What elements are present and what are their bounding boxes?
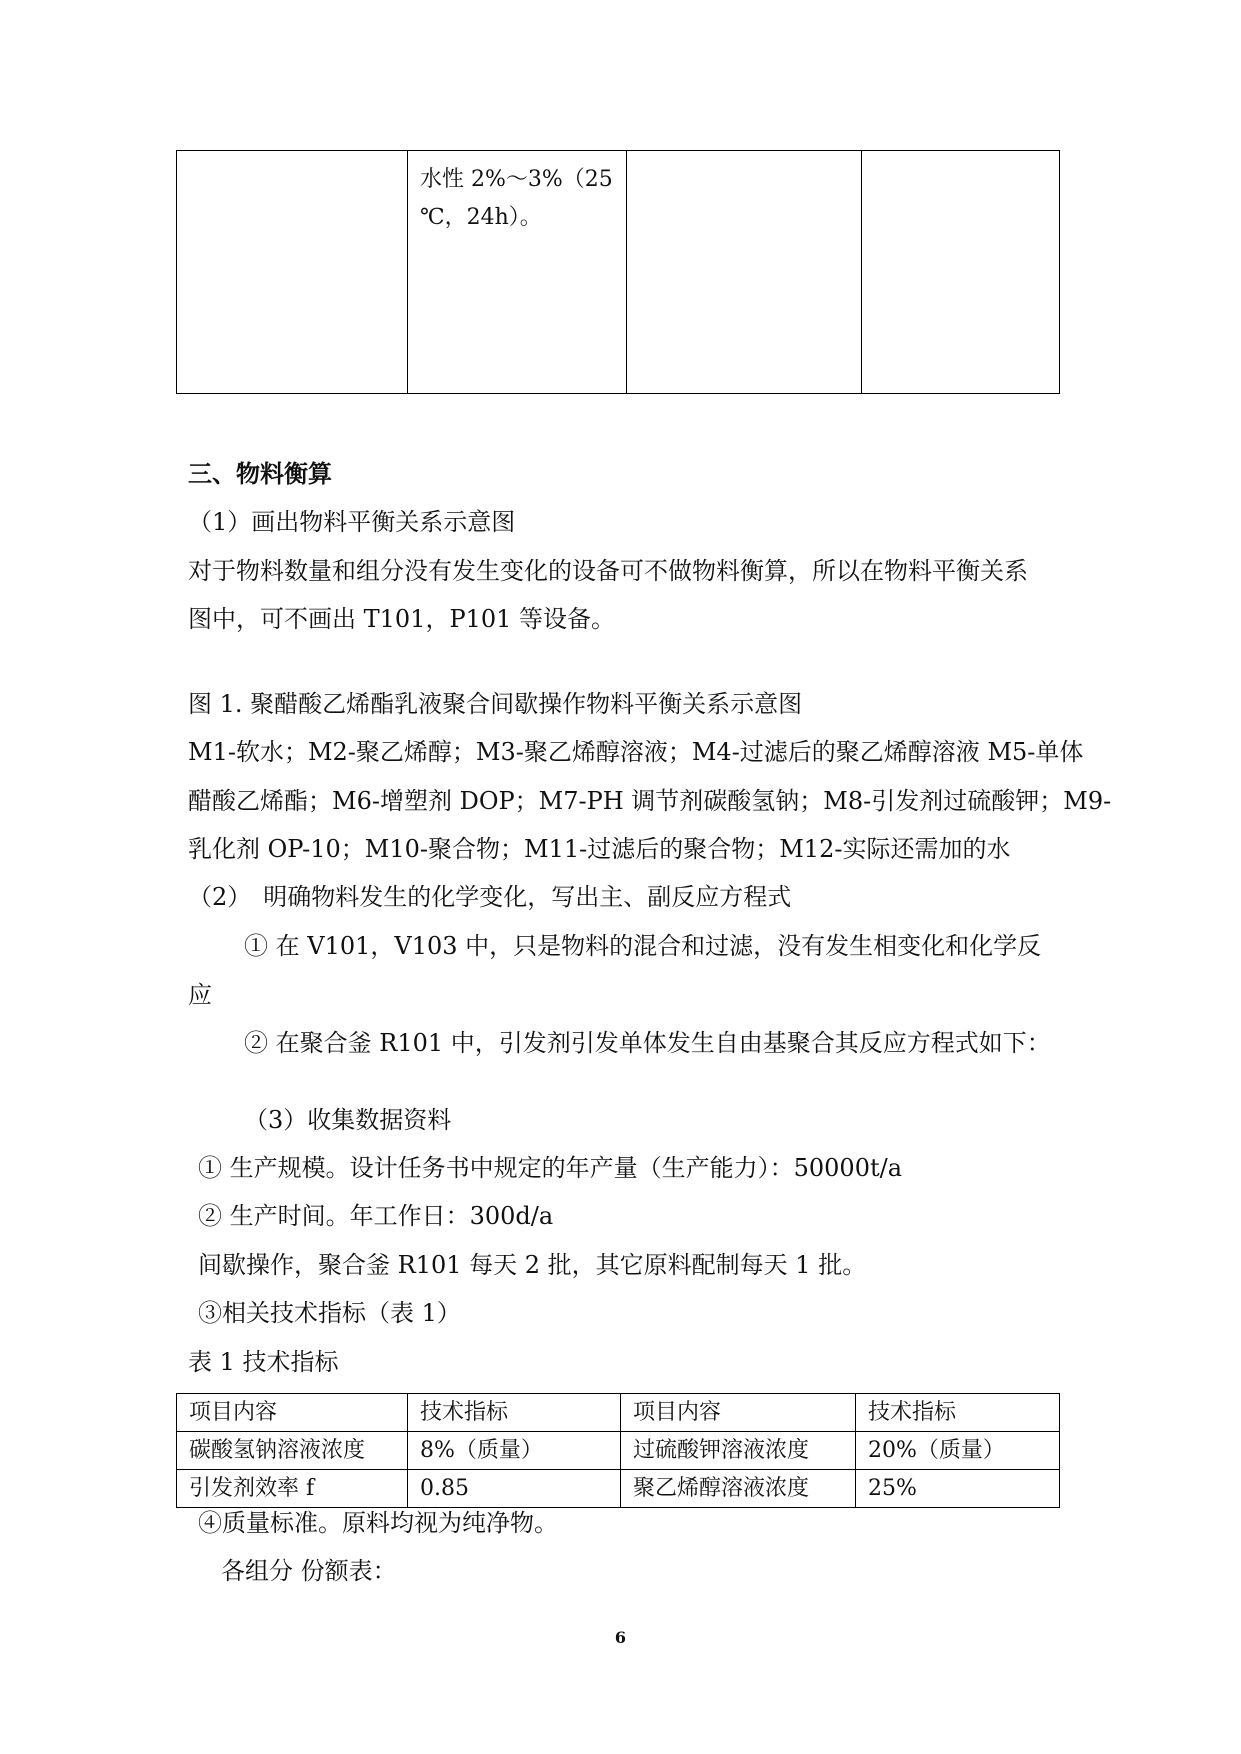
paragraph-line: 对于物料数量和组分没有发生变化的设备可不做物料衡算，所以在物料平衡关系 [188,557,1028,585]
table-cell: 引发剂效率 f [177,1470,408,1508]
table-cell [627,151,862,394]
table-cell: 0.85 [408,1470,621,1508]
subsection-title: （1）画出物料平衡关系示意图 [188,508,516,536]
paragraph-line: 各组分 份额表： [221,1557,397,1585]
table-row [177,1432,1060,1470]
list-item-continuation: 应 [188,981,212,1009]
section-heading: 三、物料衡算 [188,459,332,488]
figure-caption: 图 1. 聚醋酸乙烯酯乳液聚合间歇操作物料平衡关系示意图 [188,690,803,718]
list-item: ② 生产时间。年工作日：300d/a [198,1202,554,1230]
table-caption: 表 1 技术指标 [188,1348,339,1376]
legend-line: 乳化剂 OP-10；M10-聚合物；M11-过滤后的聚合物；M12-实际还需加的水 [188,835,1011,863]
cell-text-line: 水性 2%～3%（25 [420,167,613,192]
legend-line: M1-软水；M2-聚乙烯醇；M3-聚乙烯醇溶液；M4-过滤后的聚乙烯醇溶液 M5-单体 [188,738,1084,766]
subsection-title: （3）收集数据资料 [244,1106,452,1134]
table-cell: 聚乙烯醇溶液浓度 [621,1470,856,1508]
list-item: ③相关技术指标（表 1） [198,1299,461,1327]
table-row [177,1470,1060,1508]
table-cell [862,151,1060,394]
legend-line: 醋酸乙烯酯；M6-增塑剂 DOP；M7-PH 调节剂碳酸氢钠；M8-引发剂过硫酸钾；M9- [188,787,1112,815]
list-item: ② 在聚合釜 R101 中，引发剂引发单体发生自由基聚合其反应方程式如下： [244,1029,1051,1057]
table-cell: 8%（质量） [408,1432,621,1470]
continued-table [176,150,1060,394]
table-cell: 碳酸氢钠溶液浓度 [177,1432,408,1470]
list-item: ① 在 V101，V103 中，只是物料的混合和过滤，没有发生相变化和化学反 [244,932,1042,960]
table-cell: 25% [856,1470,1060,1508]
paragraph-line: 图中，可不画出 T101，P101 等设备。 [188,605,616,633]
column-header: 技术指标 [408,1394,621,1432]
cell-text-line: ℃，24h）。 [420,205,542,230]
table-row [177,151,1060,394]
table-cell: 20%（质量） [856,1432,1060,1470]
subsection-title: （2） 明确物料发生的化学变化，写出主、副反应方程式 [188,883,792,911]
table-cell [177,151,408,394]
column-header: 项目内容 [177,1394,408,1432]
table-cell: 过硫酸钾溶液浓度 [621,1432,856,1470]
list-item: ① 生产规模。设计任务书中规定的年产量（生产能力）：50000t/a [198,1154,903,1182]
table-header-row [177,1394,1060,1432]
table-cell [408,151,627,394]
paragraph-line: 间歇操作，聚合釜 R101 每天 2 批，其它原料配制每天 1 批。 [198,1251,867,1279]
column-header: 项目内容 [621,1394,856,1432]
column-header: 技术指标 [856,1394,1060,1432]
list-item: ④质量标准。原料均视为纯净物。 [198,1509,558,1537]
tech-spec-table [176,1393,1060,1508]
page-number: 6 [614,1628,627,1647]
